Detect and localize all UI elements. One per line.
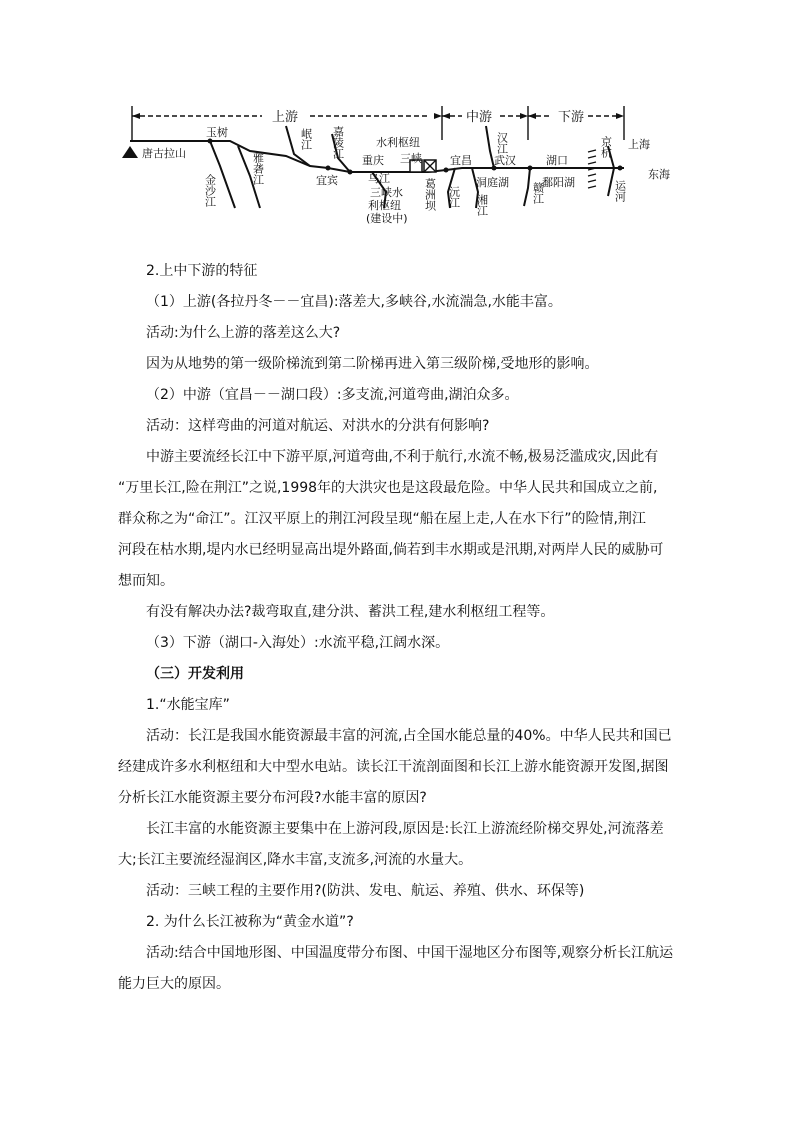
label-dongting: 洞庭湖 bbox=[476, 176, 509, 189]
coast-hatch bbox=[588, 150, 596, 188]
label-yuan: 沅江 bbox=[447, 186, 461, 208]
label-yunhe: 运河 bbox=[613, 180, 627, 202]
label-sanxia-hub-3: (建设中) bbox=[366, 212, 408, 225]
label-jialing: 嘉陵江 bbox=[331, 126, 345, 159]
para-lower: （3）下游（湖口-入海处）:水流平稳,江阔水深。 bbox=[146, 635, 450, 651]
label-shanghai: 上海 bbox=[628, 138, 650, 151]
upper-section-label: 上游 bbox=[272, 110, 299, 125]
label-han: 汉江 bbox=[495, 132, 509, 154]
label-sanxia: 三峡 bbox=[400, 152, 422, 165]
section-heading-development: （三）开发利用 bbox=[146, 666, 244, 682]
label-wuhan: 武汉 bbox=[494, 154, 516, 167]
label-sanxia-hub-1: 三峡水 bbox=[370, 186, 403, 199]
para-activity-5-2: 能力巨大的原因。 bbox=[118, 976, 230, 992]
para-activity-3-3: 分析长江水能资源主要分布河段?水能丰富的原因? bbox=[118, 790, 427, 806]
para-activity-3-2: 经建成许多水利枢纽和大中型水电站。读长江干流剖面图和长江上游水能资源开发图,据图 bbox=[118, 759, 669, 775]
label-min: 岷江 bbox=[299, 128, 313, 150]
para-middle: （2）中游（宜昌－－湖口段）:多支流,河道弯曲,湖泊众多。 bbox=[146, 387, 519, 403]
label-jinghang: 京杭 bbox=[599, 136, 613, 158]
para-answer-3-1: 长江丰富的水能资源主要集中在上游河段,原因是:长江上游流经阶梯交界处,河流落差 bbox=[146, 821, 664, 837]
label-jinsha: 金沙江 bbox=[203, 174, 217, 207]
label-gezhouba: 葛洲坝 bbox=[423, 178, 437, 211]
para-activity-3-1: 活动：长江是我国水能资源最丰富的河流,占全国水能总量的40%。中华人民共和国已 bbox=[146, 728, 672, 744]
label-tanggula: 唐古拉山 bbox=[142, 147, 186, 160]
para-activity-1: 活动:为什么上游的落差这么大? bbox=[146, 325, 341, 341]
middle-section-label: 中游 bbox=[466, 110, 493, 125]
label-hukou: 湖口 bbox=[546, 154, 568, 167]
label-yushu: 玉树 bbox=[206, 126, 228, 139]
label-gan: 赣江 bbox=[531, 182, 545, 204]
mountain-icon bbox=[122, 146, 138, 158]
para-answer-1: 因为从地势的第一级阶梯流到第二阶梯再进入第三级阶梯,受地形的影响。 bbox=[146, 356, 599, 372]
para-hydropower-heading: 1.“水能宝库” bbox=[146, 697, 230, 713]
para-middle-detail-3: 群众称之为“命江”。江汉平原上的荆江河段呈现“船在屋上走,人在水下行”的险情,荆江 bbox=[118, 511, 646, 527]
para-golden-waterway: 2. 为什么长江被称为“黄金水道”? bbox=[146, 914, 354, 930]
label-yalong: 雅砻江 bbox=[251, 152, 265, 185]
para-activity-5-1: 活动:结合中国地形图、中国温度带分布图、中国干湿地区分布图等,观察分析长江航运 bbox=[146, 945, 674, 961]
para-middle-detail-4: 河段在枯水期,堤内水已经明显高出堤外路面,倘若到丰水期或是汛期,对两岸人民的威胁可 bbox=[118, 542, 664, 558]
para-activity-4: 活动：三峡工程的主要作用?(防洪、发电、航运、养殖、供水、环保等) bbox=[146, 883, 585, 899]
label-xiang: 湘江 bbox=[475, 194, 489, 216]
para-upper: （1）上游(各拉丹冬－－宜昌):落差大,多峡谷,水流湍急,水能丰富。 bbox=[146, 294, 562, 310]
label-yibin: 宜宾 bbox=[316, 174, 338, 187]
label-donghai: 东海 bbox=[648, 168, 670, 181]
label-yichang: 宜昌 bbox=[450, 154, 472, 167]
lower-section-label: 下游 bbox=[558, 110, 585, 125]
yangtze-river-schematic bbox=[110, 96, 695, 228]
label-sanxia-hub-2: 利枢纽 bbox=[368, 199, 401, 212]
label-shuili: 水利枢纽 bbox=[376, 136, 420, 149]
label-wu: 乌江 bbox=[368, 172, 390, 185]
para-answer-3-2: 大;长江主要流经湿润区,降水丰富,支流多,河流的水量大。 bbox=[118, 852, 473, 868]
para-middle-detail-1: 中游主要流经长江中下游平原,河道弯曲,不利于航行,水流不畅,极易泛滥成灾,因此有 bbox=[146, 449, 659, 465]
para-middle-detail-2: “万里长江,险在荆江”之说,1998年的大洪灾也是这段最危险。中华人民共和国成立之前, bbox=[118, 480, 658, 496]
label-poyang: 鄱阳湖 bbox=[542, 176, 575, 189]
para-activity-2: 活动：这样弯曲的河道对航运、对洪水的分洪有何影响? bbox=[146, 418, 490, 434]
para-solution: 有没有解决办法?裁弯取直,建分洪、蓄洪工程,建水利枢纽工程等。 bbox=[146, 604, 555, 620]
label-chongqing: 重庆 bbox=[362, 154, 384, 167]
para-heading-features: 2.上中下游的特征 bbox=[146, 263, 258, 279]
para-middle-detail-5: 想而知。 bbox=[118, 573, 174, 589]
